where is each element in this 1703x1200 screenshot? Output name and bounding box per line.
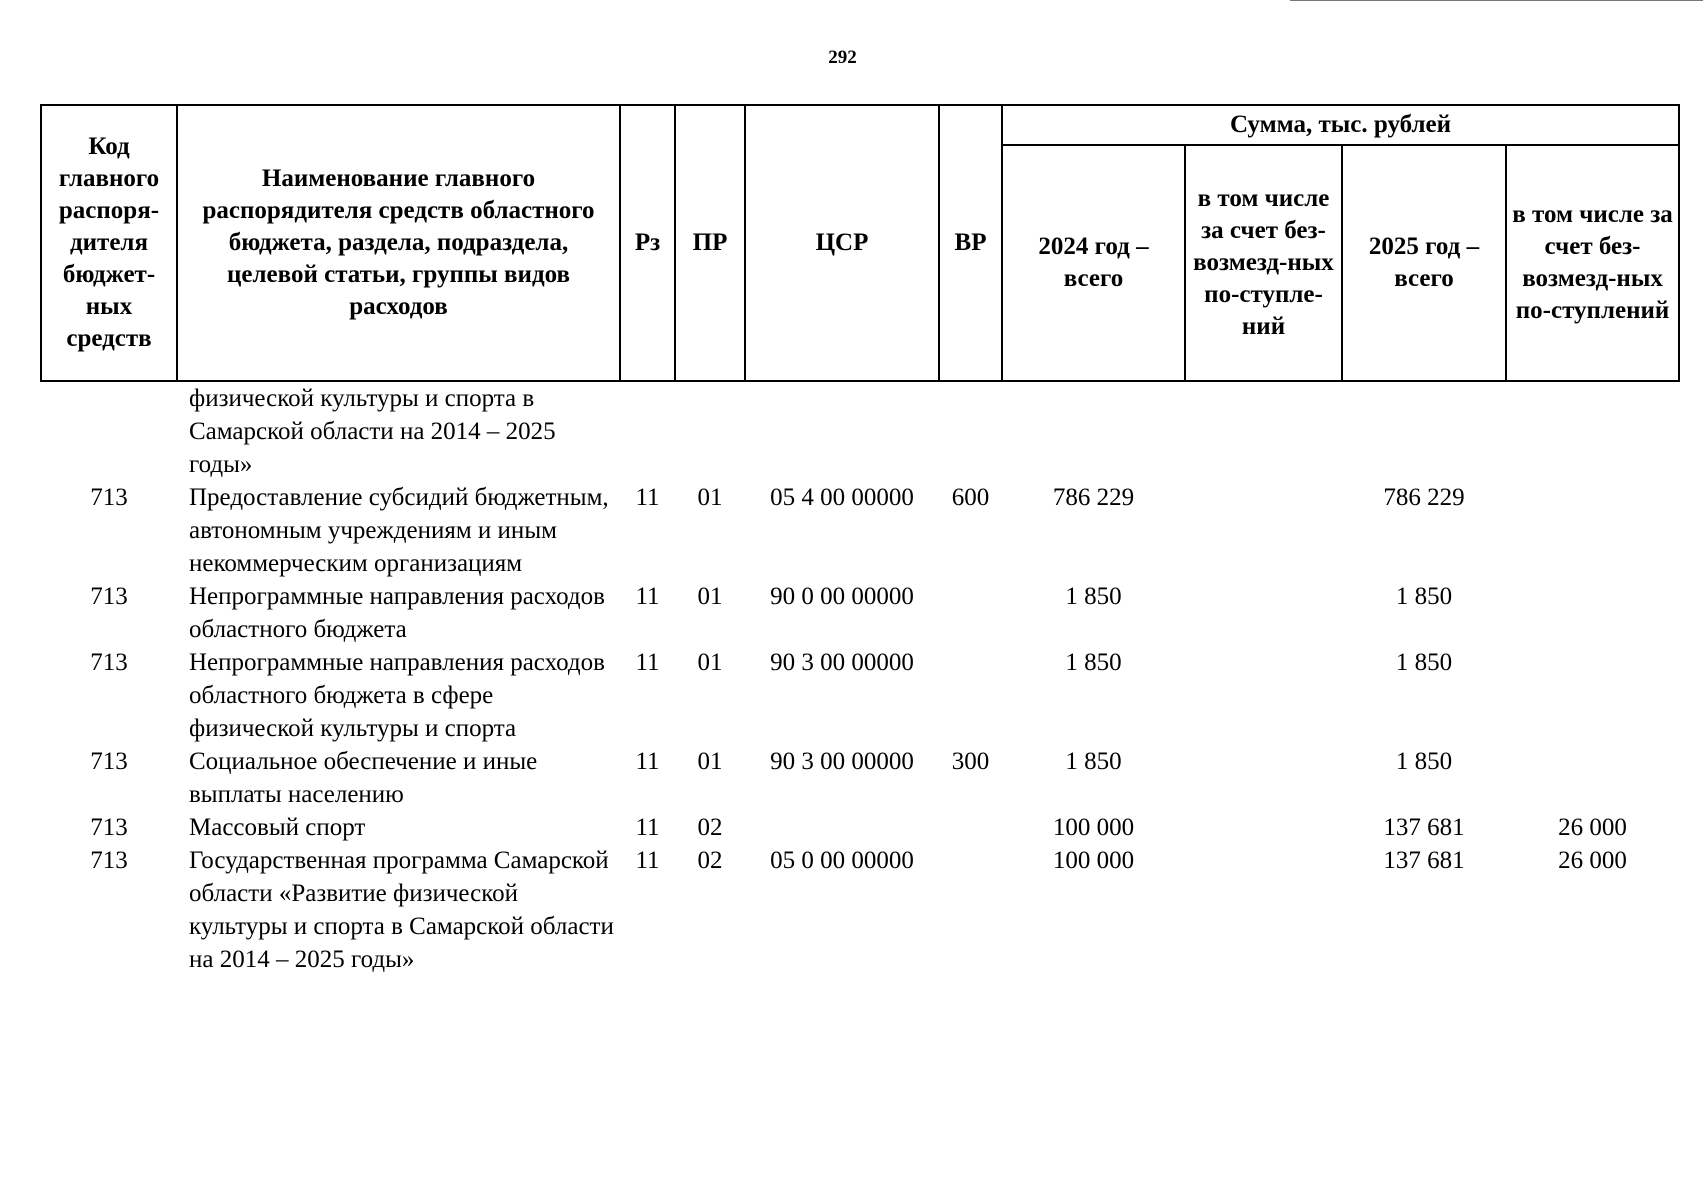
cell-2025-total: 1 850 [1395,649,1453,676]
cell-2024-total: 100 000 [1052,814,1135,841]
cell-2025-gratis: 26 000 [1558,814,1627,841]
cell-2025-total: 1 850 [1395,583,1453,610]
cell-vr: 600 [951,484,990,511]
cell-2025-gratis [1506,381,1679,481]
table-row [41,381,1679,481]
cell-2025-gratis: 26 000 [1558,847,1627,874]
cell-2024-total: 1 850 [1065,649,1122,676]
cell-2024-gratis [1185,381,1342,481]
table-row [41,811,1679,844]
cell-pr: 02 [697,847,723,874]
cell-2025-gratis [1506,481,1679,580]
cell-2025-gratis [1506,580,1679,646]
header-2025-total: 2025 год – всего [1342,145,1506,381]
cell-csr [745,811,939,844]
header-rz: Рз [620,105,675,381]
cell-name: Непрограммные направления расходов областного бюджета [189,583,605,643]
cell-2025-gratis [1506,646,1679,745]
cell-rz: 11 [635,649,660,676]
cell-name: Государственная программа Самарской области «Развитие физической культуры и спорта в Самарской области на 2014 – 2025 годы» [189,847,614,973]
cell-2024-total: 1 850 [1065,748,1122,775]
cell-2024-gratis [1185,580,1342,646]
cell-vr [939,646,1002,745]
cell-name: Социальное обеспечение и иные выплаты населению [189,748,538,808]
cell-csr [745,381,939,481]
header-name: Наименование главного распорядителя средств областного бюджета, раздела, подраздела, целевой статьи, группы видов расходов [177,105,620,381]
cell-pr: 02 [697,814,723,841]
table-row [41,580,1679,646]
cell-pr [675,381,745,481]
header-vr: ВР [939,105,1002,381]
cell-2025-gratis [1506,745,1679,811]
cell-rz: 11 [635,748,660,775]
top-border-line [1290,0,1703,1]
cell-rz: 11 [635,814,660,841]
table-row [41,745,1679,811]
cell-code: 713 [90,748,128,775]
cell-name: Непрограммные направления расходов областного бюджета в сфере физической культуры и спорта [189,649,605,742]
cell-2024-gratis [1185,481,1342,580]
cell-code: 713 [90,649,128,676]
cell-csr: 05 4 00 00000 [770,484,914,511]
header-sum-title: Сумма, тыс. рублей [1002,105,1679,145]
cell-code: 713 [90,583,128,610]
cell-csr: 90 3 00 00000 [770,649,914,676]
cell-2025-total: 137 681 [1383,814,1465,841]
cell-code [41,381,177,481]
header-2025-gratis: в том числе за счет без-возмезд-ных по-ступлений [1506,145,1679,381]
cell-vr: 300 [951,748,990,775]
cell-pr: 01 [697,484,723,511]
cell-rz: 11 [635,583,660,610]
header-pr: ПР [675,105,745,381]
cell-pr: 01 [697,583,723,610]
cell-rz [620,381,675,481]
page-number: 292 [828,47,857,68]
cell-csr: 05 0 00 00000 [770,847,914,874]
cell-2024-total: 100 000 [1052,847,1135,874]
cell-2024-gratis [1185,844,1342,976]
cell-vr [939,580,1002,646]
budget-table [40,104,1680,976]
cell-csr: 90 3 00 00000 [770,748,914,775]
table-row [41,844,1679,976]
cell-2024-total: 1 850 [1065,583,1122,610]
header-csr: ЦСР [745,105,939,381]
cell-2024-total [1002,381,1185,481]
cell-vr [939,811,1002,844]
cell-name: Предоставление субсидий бюджетным, автономным учреждениям и иным некоммерческим организациям [189,484,609,577]
cell-rz: 11 [635,847,660,874]
cell-2024-gratis [1185,646,1342,745]
cell-2024-gratis [1185,745,1342,811]
cell-2024-gratis [1185,811,1342,844]
cell-vr [939,381,1002,481]
cell-rz: 11 [635,484,660,511]
header-2024-gratis: в том числе за счет без-возмезд-ных по-ступле-ний [1185,145,1342,381]
cell-csr: 90 0 00 00000 [770,583,914,610]
table-header [41,105,1679,381]
cell-pr: 01 [697,748,723,775]
cell-pr: 01 [697,649,723,676]
cell-name: Массовый спорт [189,814,366,841]
cell-2025-total: 137 681 [1383,847,1465,874]
cell-code: 713 [90,814,128,841]
cell-code: 713 [90,484,128,511]
header-2024-total: 2024 год – всего [1002,145,1185,381]
cell-code: 713 [90,847,128,874]
cell-2025-total: 786 229 [1383,484,1465,511]
table-row [41,646,1679,745]
table-row [41,481,1679,580]
cell-2025-total [1342,381,1506,481]
header-code: Код главного распоря-дителя бюджет-ных средств [41,105,177,381]
cell-vr [939,844,1002,976]
cell-name: физической культуры и спорта в Самарской области на 2014 – 2025 годы» [189,385,556,478]
cell-2024-total: 786 229 [1052,484,1135,511]
table-body [41,381,1679,976]
cell-2025-total: 1 850 [1395,748,1453,775]
